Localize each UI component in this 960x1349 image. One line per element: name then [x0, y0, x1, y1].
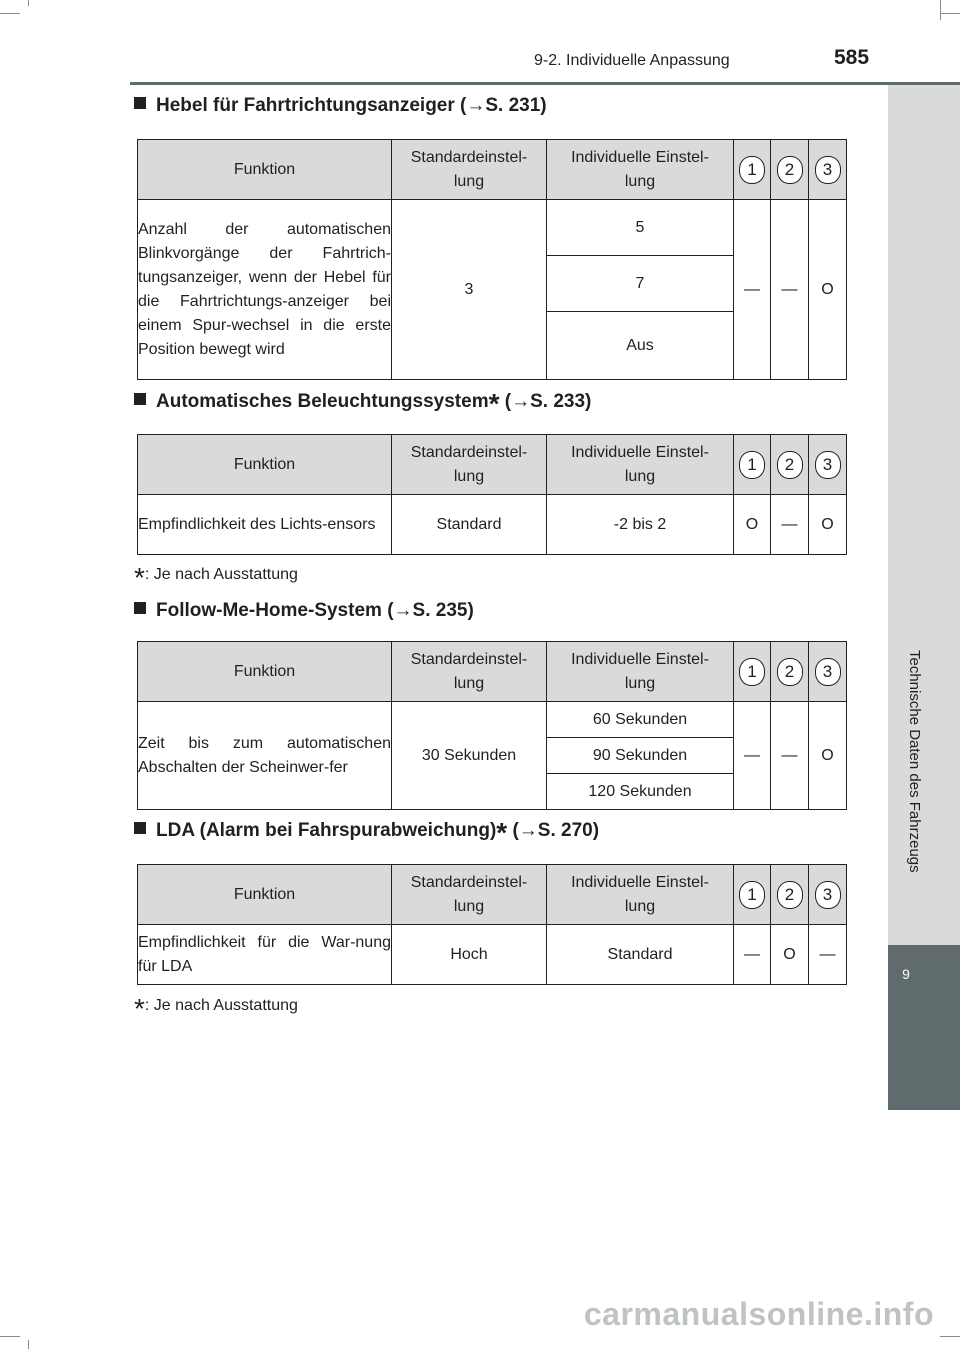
header-badge-2: [771, 435, 809, 495]
table-row: [138, 495, 847, 555]
cell-default: Hoch: [392, 925, 547, 985]
number-2-badge-icon: 2: [777, 156, 803, 184]
number-3-badge-icon: 3: [815, 451, 841, 479]
table-row: [138, 200, 847, 256]
crop-mark: [0, 13, 20, 14]
header-badge-2: [771, 642, 809, 702]
crop-mark: [28, 1340, 29, 1349]
cell-option: 5: [547, 200, 734, 256]
table-row: [138, 702, 847, 738]
cell-option: 7: [547, 256, 734, 312]
header-default: Standardeinstel- lung: [392, 140, 547, 200]
crop-mark: [940, 1336, 960, 1337]
crop-mark: [940, 13, 960, 14]
cell-col2: —: [771, 200, 809, 380]
cell-col2: —: [771, 702, 809, 810]
cell-col3: O: [809, 495, 847, 555]
cell-col1: —: [734, 702, 771, 810]
cell-col2: —: [771, 495, 809, 555]
header-badge-3: [809, 140, 847, 200]
cell-option: Standard: [547, 925, 734, 985]
crop-mark: [28, 0, 29, 6]
table-header-row: [138, 140, 847, 200]
header-rule: [130, 82, 960, 85]
cell-default: Standard: [392, 495, 547, 555]
header-default: Standardeinstel- lung: [392, 642, 547, 702]
header-default: Standardeinstel- lung: [392, 435, 547, 495]
cell-function: Zeit bis zum automatischen Abschalten der Scheinwer-fer: [138, 702, 392, 810]
header-default: Standardeinstel- lung: [392, 865, 547, 925]
chapter-side-tab: [888, 85, 960, 1325]
number-1-badge-icon: 1: [739, 658, 765, 686]
section-heading-turn-signal: Hebel für Fahrtrichtungsanzeiger (→S. 231): [134, 95, 547, 117]
header-function: Funktion: [138, 642, 392, 702]
header-custom: Individuelle Einstel- lung: [547, 865, 734, 925]
cell-col3: —: [809, 925, 847, 985]
number-1-badge-icon: 1: [739, 451, 765, 479]
header-badge-2: [771, 140, 809, 200]
cell-option: 120 Sekunden: [547, 774, 734, 810]
number-1-badge-icon: 1: [739, 881, 765, 909]
cell-col1: O: [734, 495, 771, 555]
number-2-badge-icon: 2: [777, 881, 803, 909]
header-badge-1: [734, 865, 771, 925]
table-header-row: [138, 642, 847, 702]
table-header-row: [138, 865, 847, 925]
number-1-badge-icon: 1: [739, 156, 765, 184]
section-heading-follow-me-home: Follow-Me-Home-System (→S. 235): [134, 600, 474, 622]
header-badge-3: [809, 642, 847, 702]
number-3-badge-icon: 3: [815, 658, 841, 686]
crop-mark: [0, 1336, 20, 1337]
section-heading-auto-lighting: Automatisches Beleuchtungssystem* (→S. 233): [134, 391, 591, 413]
section-heading-lda: LDA (Alarm bei Fahrspurabweichung)* (→S. 270): [134, 820, 599, 842]
cell-default: 30 Sekunden: [392, 702, 547, 810]
header-function: Funktion: [138, 435, 392, 495]
crop-mark: [940, 0, 941, 20]
header-custom: Individuelle Einstel- lung: [547, 435, 734, 495]
cell-option: 60 Sekunden: [547, 702, 734, 738]
header-badge-1: [734, 642, 771, 702]
cell-option: 90 Sekunden: [547, 738, 734, 774]
cell-col1: —: [734, 925, 771, 985]
header-badge-1: [734, 435, 771, 495]
cell-option: Aus: [547, 312, 734, 380]
side-tab-dark: [888, 945, 960, 1110]
cell-col3: O: [809, 702, 847, 810]
header-function: Funktion: [138, 865, 392, 925]
header-badge-3: [809, 865, 847, 925]
footnote: *: Je nach Ausstattung: [134, 562, 298, 593]
cell-col1: —: [734, 200, 771, 380]
header-badge-2: [771, 865, 809, 925]
header-badge-3: [809, 435, 847, 495]
table-lda: [137, 864, 847, 985]
number-3-badge-icon: 3: [815, 881, 841, 909]
square-bullet-icon: [134, 393, 146, 405]
watermark-logo: carmanualsonline.info: [583, 1296, 934, 1332]
cell-col2: O: [771, 925, 809, 985]
header-function: Funktion: [138, 140, 392, 200]
number-3-badge-icon: 3: [815, 156, 841, 184]
square-bullet-icon: [134, 97, 146, 109]
number-2-badge-icon: 2: [777, 658, 803, 686]
cell-function: Empfindlichkeit des Lichts-ensors: [138, 495, 392, 555]
header-section-title: 9-2. Individuelle Anpassung: [534, 52, 730, 69]
number-2-badge-icon: 2: [777, 451, 803, 479]
table-row: [138, 925, 847, 985]
cell-option: -2 bis 2: [547, 495, 734, 555]
cell-default: 3: [392, 200, 547, 380]
chapter-number: 9: [902, 966, 910, 982]
page-number: 585: [834, 46, 870, 69]
table-turn-signal: [137, 139, 847, 380]
footnote: *: Je nach Ausstattung: [134, 993, 298, 1024]
side-tab-light: [888, 85, 960, 945]
header-badge-1: [734, 140, 771, 200]
square-bullet-icon: [134, 822, 146, 834]
table-follow-me-home: [137, 641, 847, 810]
square-bullet-icon: [134, 602, 146, 614]
table-auto-lighting: [137, 434, 847, 555]
table-header-row: [138, 435, 847, 495]
header-custom: Individuelle Einstel- lung: [547, 140, 734, 200]
cell-function: Anzahl der automatischen Blinkvorgänge der Fahrtrich-tungsanzeiger, wenn der Hebel für die Fahrtrichtungs-anzeiger bei einem Spur-wechsel in die erste Position bewegt wird: [138, 200, 392, 380]
chapter-side-label: Technische Daten des Fahrzeugs: [906, 650, 923, 873]
cell-col3: O: [809, 200, 847, 380]
header-custom: Individuelle Einstel- lung: [547, 642, 734, 702]
cell-function: Empfindlichkeit für die War-nung für LDA: [138, 925, 392, 985]
